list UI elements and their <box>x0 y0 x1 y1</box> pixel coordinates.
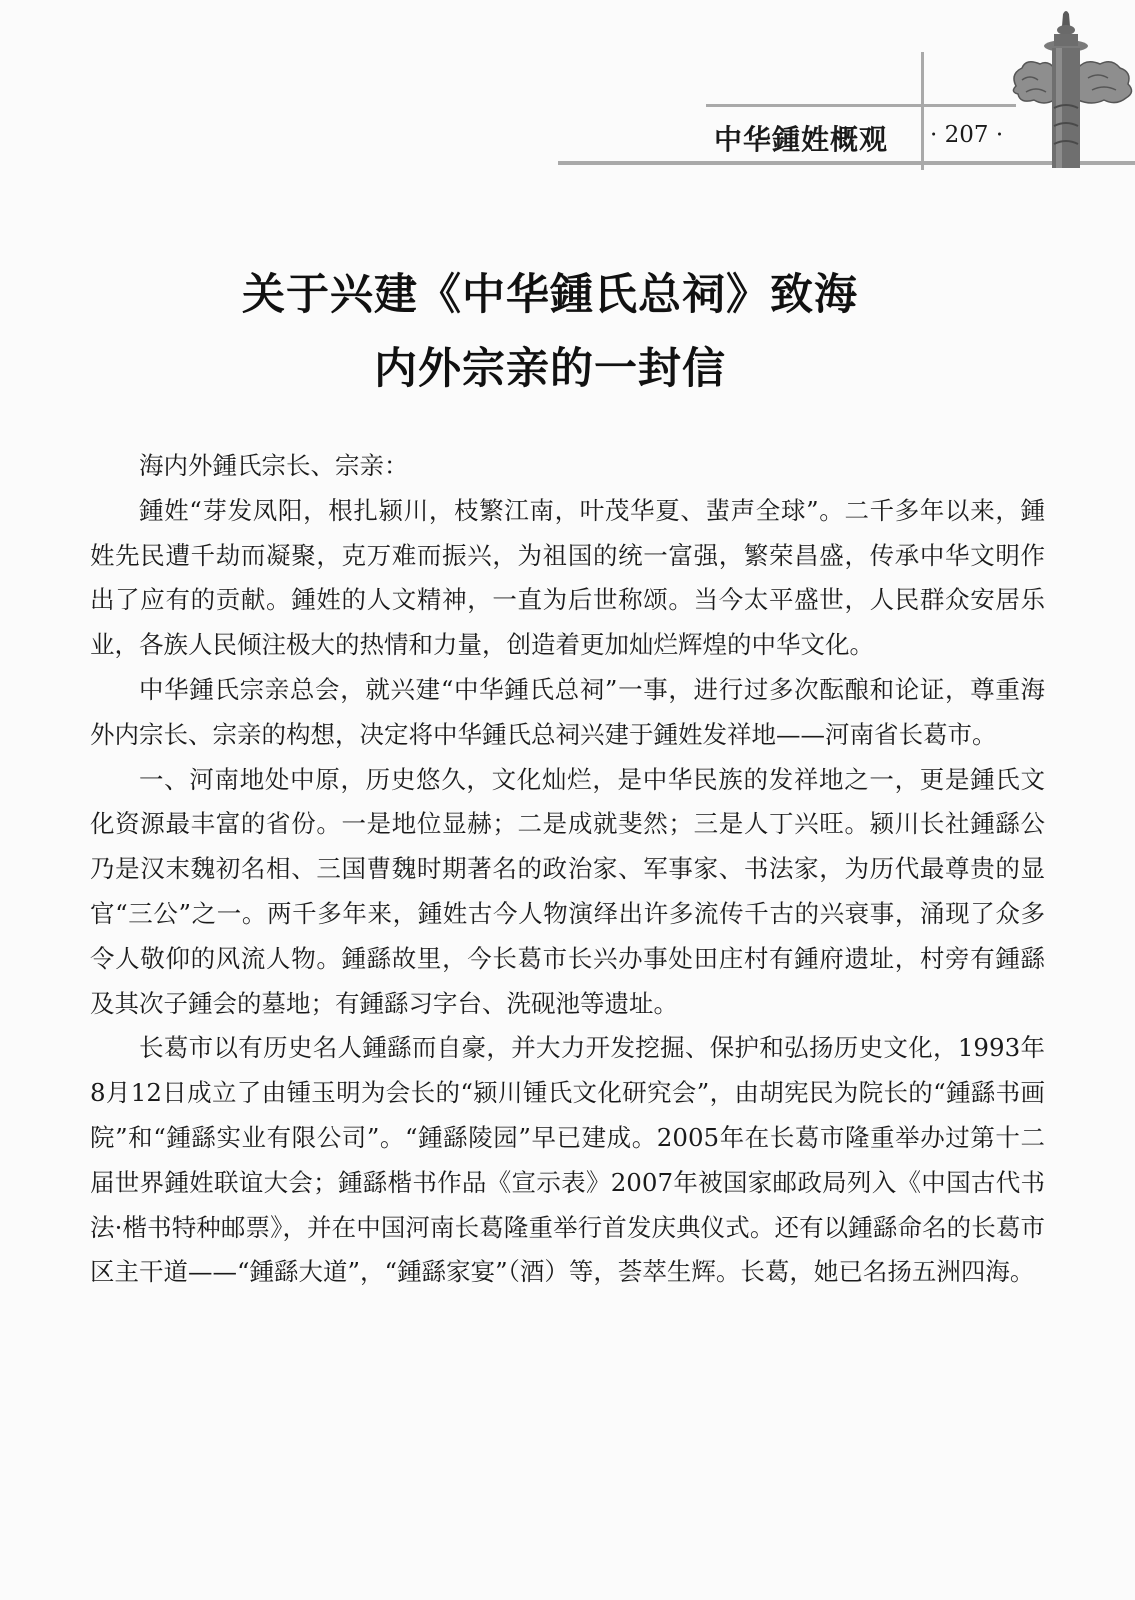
salutation: 海内外鍾氏宗长、宗亲： <box>139 451 409 480</box>
header-vertical-rule <box>921 52 924 170</box>
huabiao-pillar-icon <box>1008 8 1135 168</box>
article-title <box>0 258 1100 406</box>
page-number: · 207 · <box>930 122 1004 148</box>
article-title-line-2: 内外宗亲的一封信 <box>374 344 726 394</box>
running-title: 中华鍾姓概观 <box>714 123 889 156</box>
paragraph-1: 鍾姓“芽发凤阳，根扎颍川，枝繁江南，叶茂华夏、蜚声全球”。二千多年以来，鍾姓先民遭千劫而凝聚，克万难而振兴，为祖国的统一富强，繁荣昌盛，传承中华文明作出了应有的贡献。鍾姓的人文精神，一直为后世称颂。当今太平盛世，人民群众安居乐业，各族人民倾注极大的热情和力量，创造着更加灿烂辉煌的中华文化。 <box>90 495 1045 660</box>
article-title-line-1: 关于兴建《中华鍾氏总祠》致海 <box>242 270 858 320</box>
header-top-rule <box>706 104 1016 107</box>
paragraph-3: 一、河南地处中原，历史悠久，文化灿烂，是中华民族的发祥地之一，更是鍾氏文化资源最丰富的省份。一是地位显赫；二是成就斐然；三是人丁兴旺。颍川长社鍾繇公乃是汉末魏初名相、三国曹魏时期著名的政治家、军事家、书法家，为历代最尊贵的显官“三公”之一。两千多年来，鍾姓古今人物演绎出许多流传千古的兴衰事，涌现了众多令人敬仰的风流人物。鍾繇故里，今长葛市长兴办事处田庄村有鍾府遗址，村旁有鍾繇及其次子鍾会的墓地；有鍾繇习字台、洗砚池等遗址。 <box>90 764 1045 1018</box>
paragraph-4: 长葛市以有历史名人鍾繇而自豪，并大力开发挖掘、保护和弘扬历史文化，1993年8月12日成立了由锺玉明为会长的“颍川锺氏文化研究会”，由胡宪民为院长的“鍾繇书画院”和“鍾繇实业有限公司”。“鍾繇陵园”早已建成。2005年在长葛市隆重举办过第十二届世界鍾姓联谊大会；鍾繇楷书作品《宣示表》2007年被国家邮政局列入《中国古代书法·楷书特种邮票》，并在中国河南长葛隆重举行首发庆典仪式。还有以鍾繇命名的长葛市区主干道——“鍾繇大道”，“鍾繇家宴”（酒）等，荟萃生辉。长葛，她已名扬五洲四海。 <box>90 1033 1045 1287</box>
paragraph-2: 中华鍾氏宗亲总会，就兴建“中华鍾氏总祠”一事，进行过多次酝酿和论证，尊重海外内宗长、宗亲的构想，决定将中华鍾氏总祠兴建于鍾姓发祥地——河南省长葛市。 <box>90 674 1045 749</box>
letter-body <box>90 444 1045 1295</box>
